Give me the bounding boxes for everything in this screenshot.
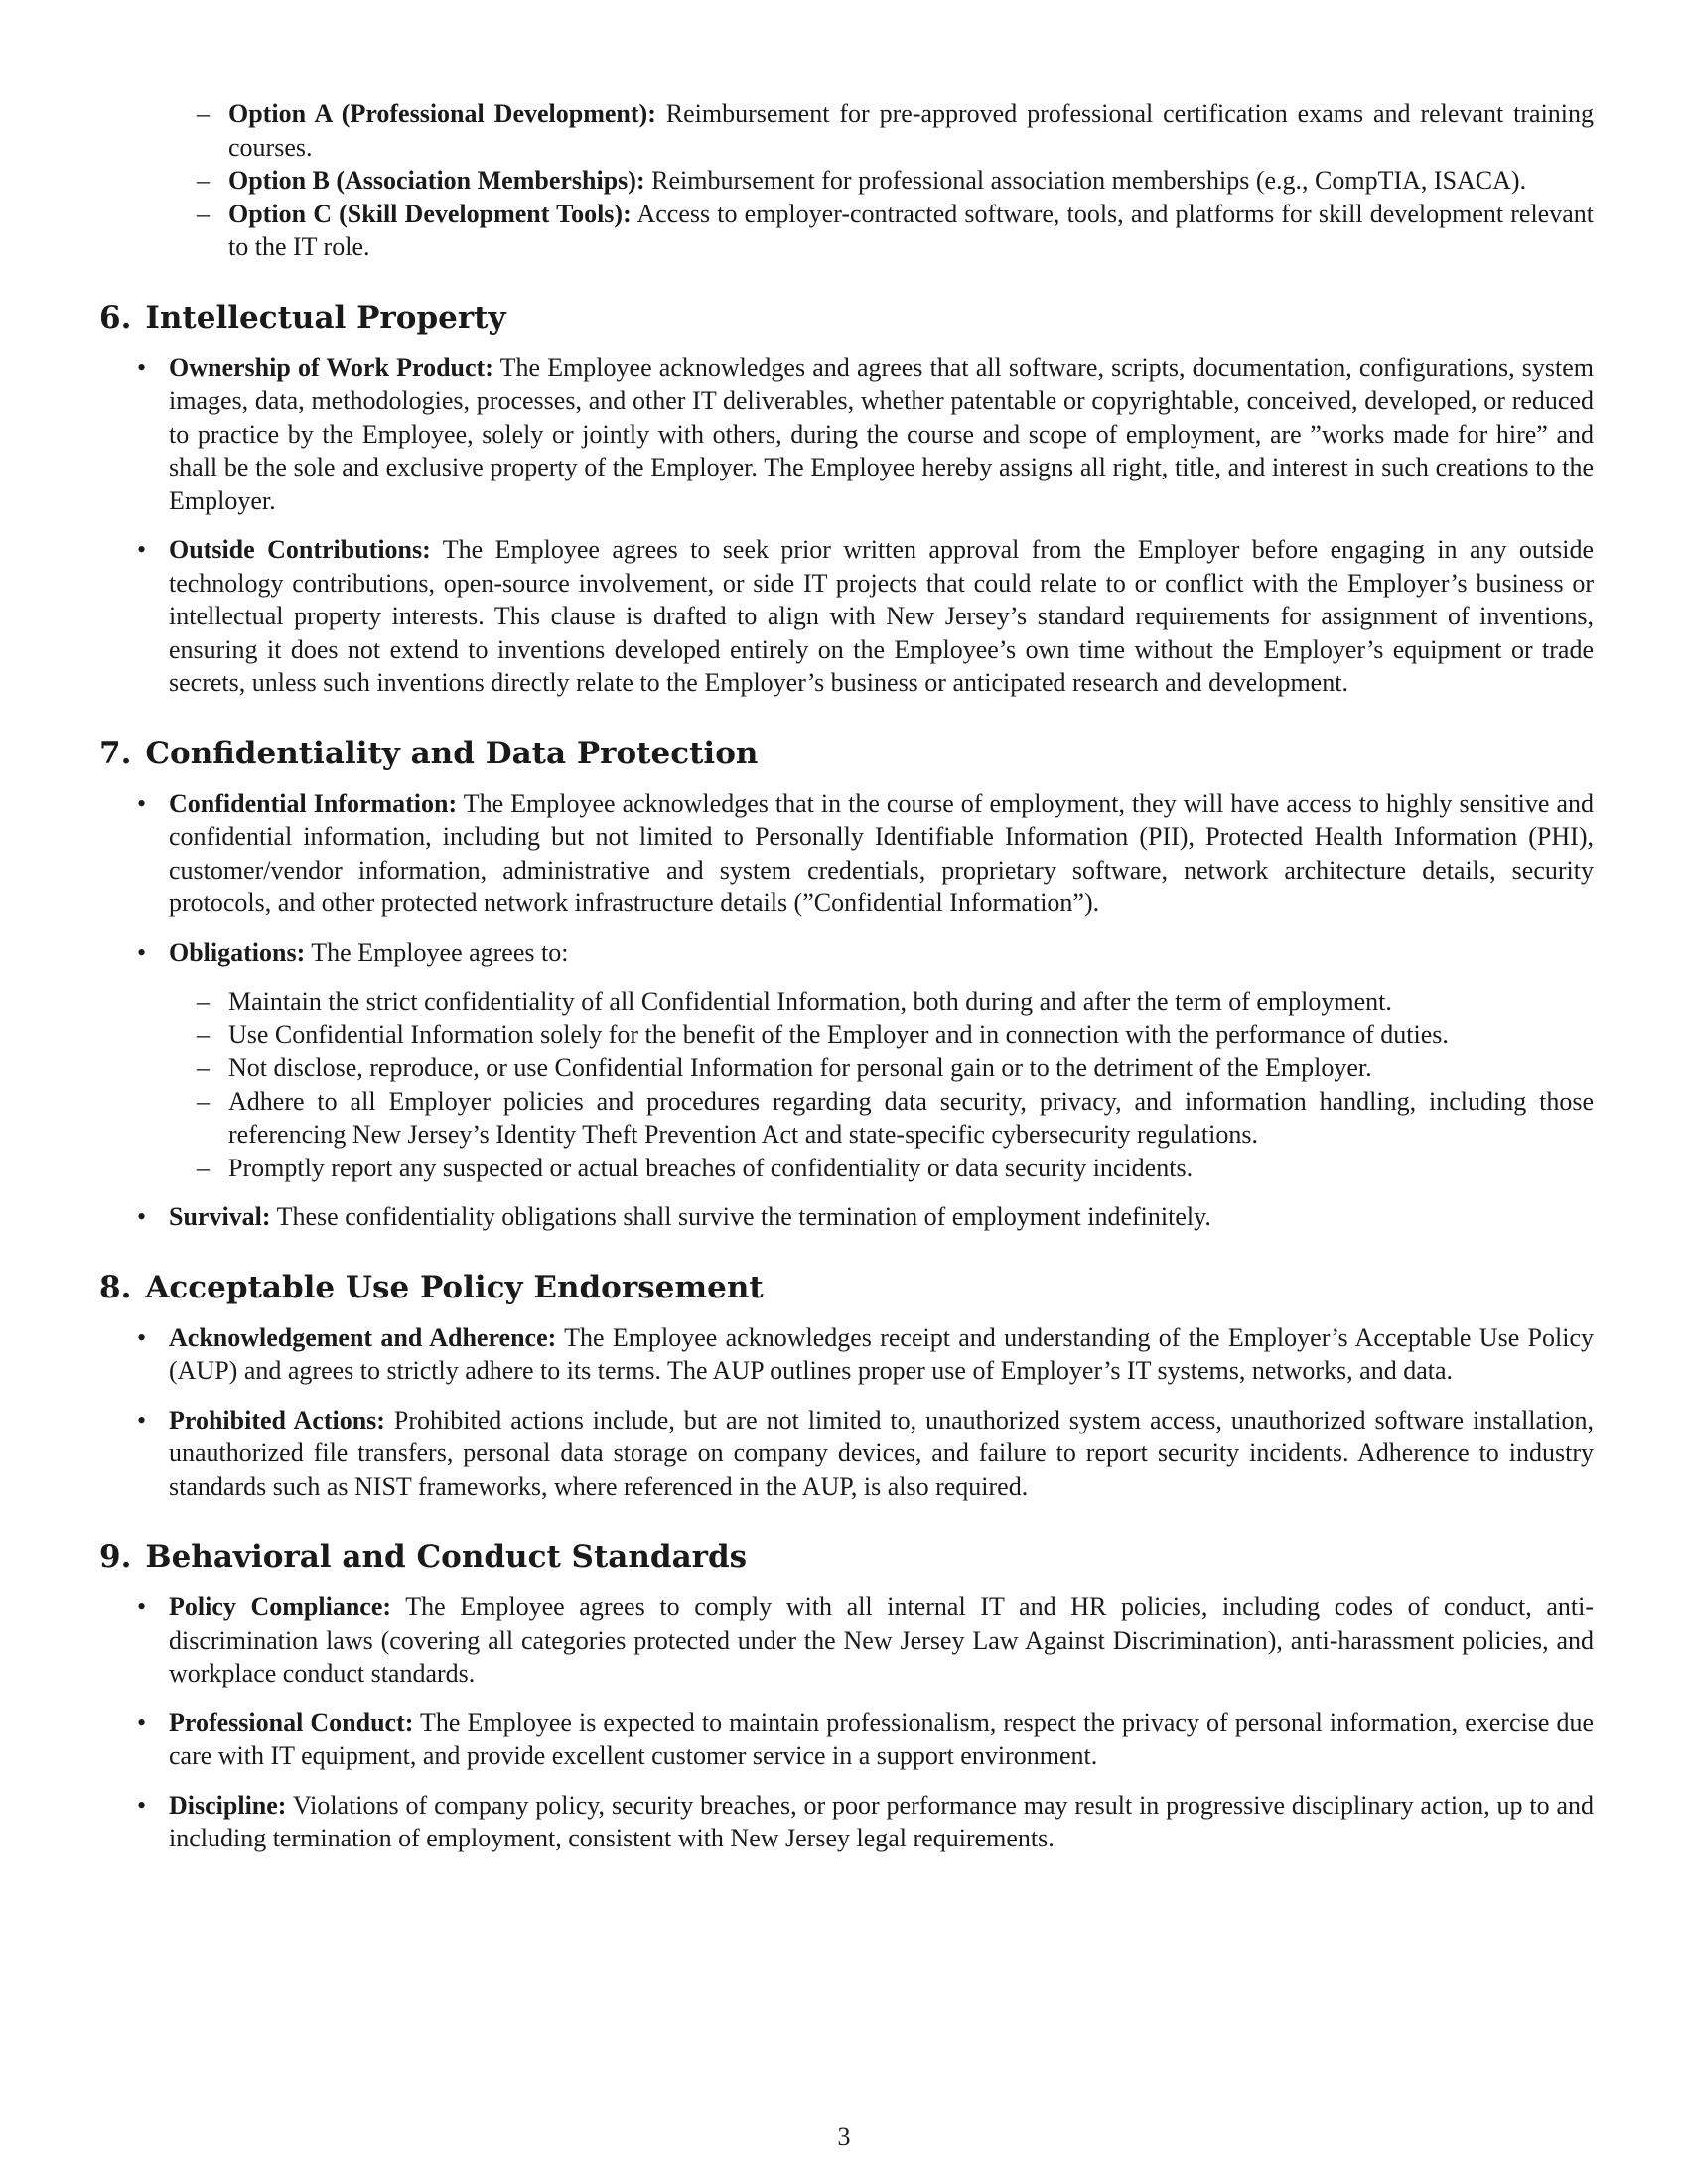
- clause-text: The Employee agrees to comply with all internal IT and HR policies, including codes of conduct, anti-discrimination laws (covering all categories protected under the New Jersey Law Against Discrimination), anti-harassment policies, and workplace conduct standards.: [169, 1592, 1594, 1688]
- option-text: Reimbursement for pre-approved professional certification exams and relevant training courses.: [228, 99, 1595, 162]
- section-number: 6.: [99, 299, 132, 336]
- clause-item: [99, 1404, 1594, 1504]
- section-7-list-cont: [99, 1200, 1594, 1234]
- clause-item: [99, 533, 1594, 700]
- clause-label: Policy Compliance:: [169, 1592, 392, 1621]
- section-6-list: [99, 351, 1594, 700]
- section-9-list: [99, 1590, 1594, 1855]
- clause-item: [99, 787, 1594, 920]
- clause-label: Confidential Information:: [169, 788, 458, 818]
- section-heading-acceptable-use: [99, 1268, 1594, 1307]
- clause-text: Violations of company policy, security breaches, or poor performance may result in progressive disciplinary action, up to and including termination of employment, consistent with New Jersey legal requirements.: [169, 1790, 1595, 1852]
- clause-text: The Employee acknowledges and agrees that all software, scripts, documentation, configurations, system images, data, methodologies, processes, and other IT deliverables, whether patentable or copyrightable, conceived, developed, or reduced to practice by the Employee, solely or jointly with others, during the course and scope of employment, are ”works made for hire” and shall be the sole and exclusive property of the Employer. The Employee hereby assigns all right, title, and interest in such creations to the Employer.: [169, 352, 1595, 515]
- option-item: [99, 164, 1594, 198]
- obligation-item: – Use Confidential Information solely for the benefit of the Employer and in connection with the performance of duties.: [99, 1019, 1594, 1052]
- clause-text: Prohibited actions include, but are not limited to, unauthorized system access, unauthorized software installation, unauthorized file transfers, personal data storage on company devices, and failure to report security incidents. Adherence to industry standards such as NIST frameworks, where referenced in the AUP, is also required.: [169, 1405, 1595, 1501]
- clause-text: The Employee agrees to:: [311, 937, 569, 967]
- clause-text: The Employee acknowledges that in the course of employment, they will have access to highly sensitive and confidential information, including but not limited to Personally Identifiable Information (PII), Protected Health Information (PHI), customer/vendor information, administrative and system credentials, proprietary software, network architecture details, security protocols, and other protected network infrastructure details (”Confidential Information”).: [169, 788, 1594, 917]
- option-label: Option C (Skill Development Tools):: [228, 199, 632, 228]
- option-text: Access to employer-contracted software, tools, and platforms for skill development relevant to the IT role.: [228, 199, 1594, 261]
- clause-label: Acknowledgement and Adherence:: [169, 1322, 557, 1352]
- section-7-list: [99, 787, 1594, 970]
- section-heading-intellectual-property: [99, 298, 1594, 338]
- section-heading-behavioral-conduct: [99, 1537, 1594, 1576]
- clause-item: [99, 1706, 1594, 1773]
- clause-label: Prohibited Actions:: [169, 1405, 385, 1434]
- clause-item: [99, 1200, 1594, 1234]
- section-title: Intellectual Property: [145, 299, 506, 336]
- section-number: 7.: [99, 735, 132, 771]
- clause-item: [99, 1590, 1594, 1691]
- document-page: [99, 97, 1594, 1855]
- section-number: 8.: [99, 1269, 132, 1305]
- obligation-item: – Not disclose, reproduce, or use Confidential Information for personal gain or to the detriment of the Employer.: [99, 1051, 1594, 1085]
- obligation-item: – Adhere to all Employer policies and procedures regarding data security, privacy, and information handling, including those referencing New Jersey’s Identity Theft Prevention Act and state-specific cybersecurity regulations.: [99, 1085, 1594, 1152]
- clause-label: Ownership of Work Product:: [169, 352, 493, 382]
- page-number: 3: [837, 2122, 851, 2151]
- clause-text: These confidentiality obligations shall survive the termination of employment indefinitely.: [276, 1202, 1211, 1231]
- clause-label: Discipline:: [169, 1790, 287, 1820]
- obligation-item: – Promptly report any suspected or actual breaches of confidentiality or data security incidents.: [99, 1152, 1594, 1185]
- clause-label: Survival:: [169, 1202, 271, 1231]
- obligation-item: – Maintain the strict confidentiality of all Confidential Information, both during and after the term of employment.: [99, 985, 1594, 1019]
- clause-text: The Employee is expected to maintain professionalism, respect the privacy of personal information, exercise due care with IT equipment, and provide excellent customer service in a support environment.: [169, 1707, 1595, 1770]
- clause-item: [99, 351, 1594, 518]
- clause-label: Outside Contributions:: [169, 535, 431, 564]
- option-item: [99, 198, 1594, 264]
- obligations-list: [99, 985, 1594, 1184]
- section-8-list: [99, 1321, 1594, 1504]
- section-title: Behavioral and Conduct Standards: [145, 1539, 748, 1574]
- clause-text: The Employee agrees to seek prior written approval from the Employer before engaging in any outside technology contributions, open-source involvement, or side IT projects that could relate to or conflict with the Employer’s business or intellectual property interests. This clause is drafted to align with New Jersey’s standard requirements for assignment of inventions, ensuring it does not extend to inventions developed entirely on the Employee’s own time without the Employer’s equipment or trade secrets, unless such inventions directly relate to the Employer’s business or anticipated research and development.: [169, 535, 1594, 697]
- benefit-options-list: [99, 97, 1594, 264]
- clause-item: [99, 1789, 1594, 1855]
- section-heading-confidentiality: [99, 734, 1594, 773]
- clause-text: The Employee acknowledges receipt and understanding of the Employer’s Acceptable Use Policy (AUP) and agrees to strictly adhere to its terms. The AUP outlines proper use of Employer’s IT systems, networks, and data.: [169, 1322, 1595, 1385]
- option-text: Reimbursement for professional association memberships (e.g., CompTIA, ISACA).: [651, 166, 1527, 195]
- section-title: Acceptable Use Policy Endorsement: [145, 1269, 764, 1305]
- clause-item: [99, 1321, 1594, 1388]
- clause-label: Professional Conduct:: [169, 1707, 414, 1737]
- clause-label: Obligations:: [169, 937, 306, 967]
- option-item: [99, 97, 1594, 164]
- section-number: 9.: [99, 1539, 132, 1574]
- section-title: Confidentiality and Data Protection: [145, 735, 759, 771]
- option-label: Option B (Association Memberships):: [228, 166, 645, 195]
- clause-item: [99, 936, 1594, 970]
- option-label: Option A (Professional Development):: [228, 99, 656, 128]
